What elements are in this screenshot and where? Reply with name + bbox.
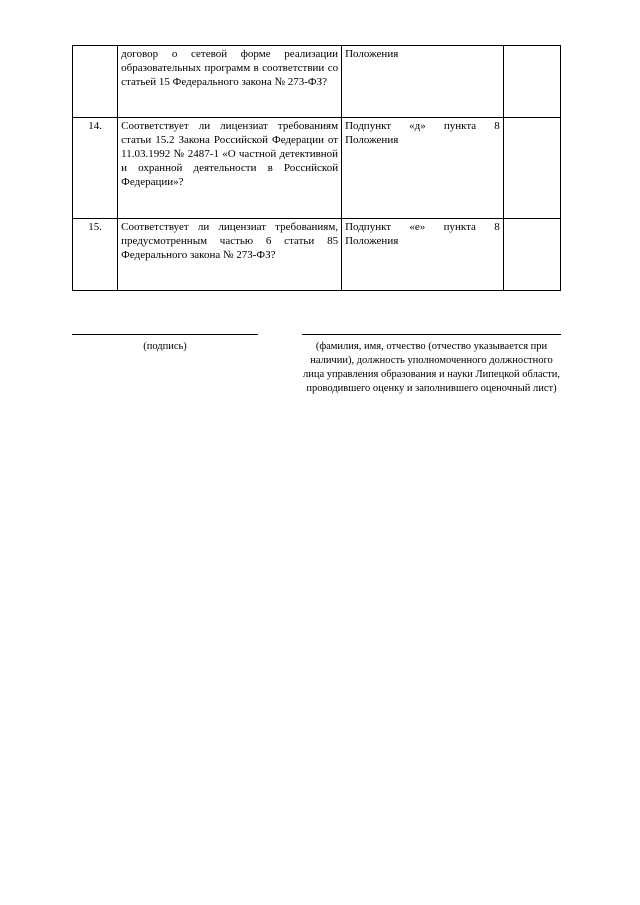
row-question: Соответствует ли лицензиат требованиям, предусмотренным частью 6 статьи 85 Федерального закона № 273-ФЗ? bbox=[118, 219, 342, 291]
row-number bbox=[73, 46, 118, 118]
checklist-table bbox=[72, 45, 561, 291]
signature-caption: (подпись) bbox=[143, 341, 187, 352]
signature-line bbox=[72, 334, 258, 335]
table-row bbox=[73, 118, 561, 219]
row-mark-cell[interactable] bbox=[503, 46, 560, 118]
row-reference: Подпункт «е» пункта 8 Положения bbox=[342, 219, 504, 291]
row-question: договор о сетевой форме реализации образовательных программ в соответствии со статьей 15 Федерального закона № 273-ФЗ? bbox=[118, 46, 342, 118]
table-row bbox=[73, 46, 561, 118]
row-reference: Положения bbox=[342, 46, 504, 118]
row-mark-cell[interactable] bbox=[503, 118, 560, 219]
row-question: Соответствует ли лицензиат требованиям статьи 15.2 Закона Российской Федерации от 11.03.1992 № 2487-1 «О частной детективной и охранной деятельности в Российской Федерации»? bbox=[118, 118, 342, 219]
row-reference: Подпункт «д» пункта 8 Положения bbox=[342, 118, 504, 219]
row-mark-cell[interactable] bbox=[503, 219, 560, 291]
row-number: 15. bbox=[73, 219, 118, 291]
name-position-caption: (фамилия, имя, отчество (отчество указывается при наличии), должность уполномоченного должностного лица управления образования и науки Липецкой области, проводившего оценку и заполнившего оценочный лист) bbox=[303, 341, 560, 394]
table-row bbox=[73, 219, 561, 291]
row-number: 14. bbox=[73, 118, 118, 219]
name-position-line bbox=[302, 334, 561, 335]
